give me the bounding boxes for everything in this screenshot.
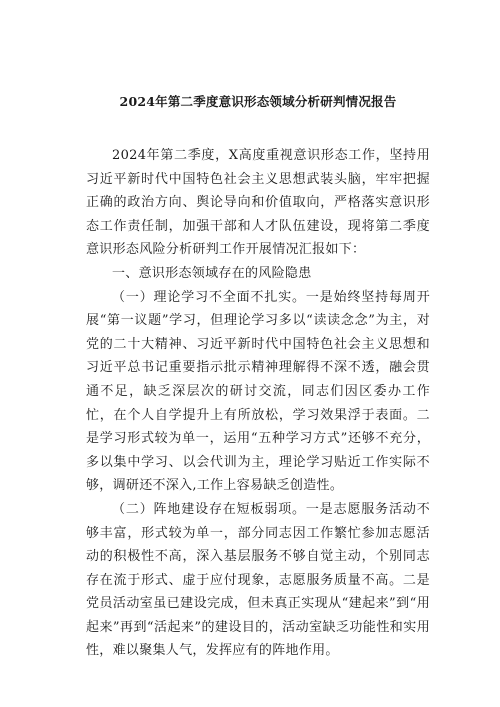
document-title: 2024年第二季度意识形态领域分析研判情况报告 [119, 94, 397, 109]
intro-paragraph: 2024年第二季度，X高度重视意识形态工作，坚持用习近平新时代中国特色社会主义思想武装头脑，牢牢把握正确的政治方向、舆论导向和价值取向，严格落实意识形态工作责任制，加强干部和人才队伍建设，现将第二季度意识形态风险分析研判工作开展情况汇报如下： [86, 148, 430, 258]
section-heading: 一、意识形态领域存在的风险隐患 [112, 265, 312, 281]
paragraph-theory-study: （一）理论学习不全面不扎实。一是始终坚持每周开展“第一议题”学习，但理论学习多以“读读念念”为主，对党的二十大精神、习近平新时代中国特色社会主义思想和习近平总书记重要指示批示精神理解得不深不透，融会贯通不足，缺乏深层次的研讨交流，同志们因区委办工作忙，在个人自学提升上有所放松，学习效果浮于表面。二是学习形式较为单一，运用“五种学习方式”还够不充分，多以集中学习、以会代训为主，理论学习贴近工作实际不够，调研还不深入,工作上容易缺乏创造性。 [86, 289, 430, 494]
paragraph-position-building: （二）阵地建设存在短板弱项。一是志愿服务活动不够丰富，形式较为单一，部分同志因工作繁忙参加志愿活动的积极性不高，深入基层服务不够自觉主动，个别同志存在流于形式、虚于应付现象，志愿服务质量不高。二是党员活动室虽已建设完成，但未真正实现从“建起来”到“用起来”再到“活起来”的建设目的，活动室缺乏功能性和实用性，难以聚集人气，发挥应有的阵地作用。 [86, 501, 430, 659]
